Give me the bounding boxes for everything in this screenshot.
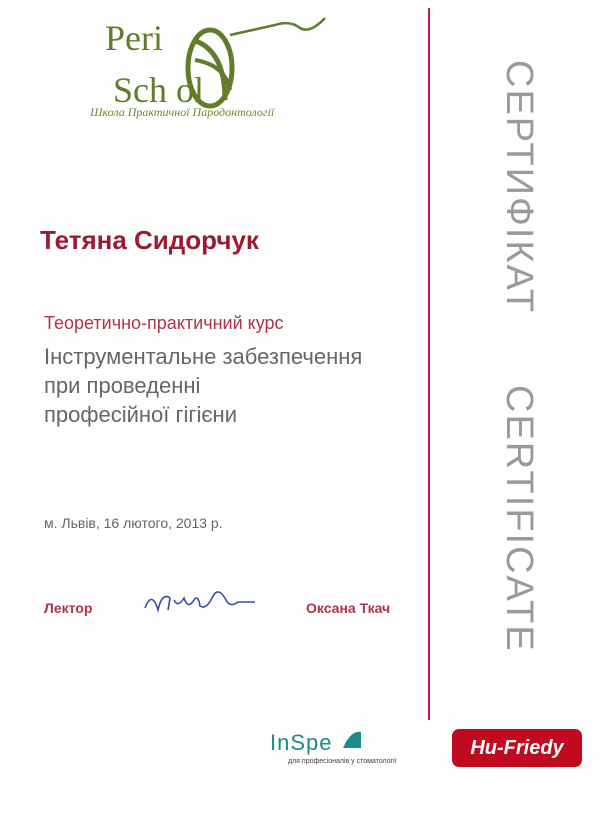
perischool-logo (85, 10, 345, 125)
lector-label: Лектор (44, 600, 93, 616)
vertical-title-en: CERTIFICATE (498, 385, 540, 653)
logo-subtitle: Школа Практичної Пародонтології (90, 105, 275, 119)
inspe-wordmark: InSpe (270, 730, 333, 755)
course-type: Теоретично-практичний курс (44, 313, 284, 333)
date-location: м. Львів, 16 лютого, 2013 р. (44, 515, 223, 531)
inspe-mark-icon (341, 730, 363, 750)
course-title-line: Інструментальне забезпечення (44, 344, 363, 369)
logo-school-text: Sch ol (113, 70, 205, 110)
lector-name: Оксана Ткач (306, 600, 391, 616)
logo-peri-text: Peri (105, 18, 163, 58)
recipient-name: Тетяна Сидорчук (40, 225, 259, 255)
course-title-line: при проведенні (44, 373, 201, 398)
inspe-subtitle: для професіоналів у стоматології (288, 758, 397, 765)
signature-icon (140, 580, 260, 620)
inspe-logo (270, 730, 397, 765)
course-title (44, 342, 362, 429)
vertical-divider (428, 8, 430, 720)
course-title-line: професійної гігієни (44, 402, 237, 427)
vertical-title-ua: СЕРТИФІКАТ (498, 60, 540, 315)
hufriedy-logo: Hu-Friedy (452, 729, 582, 767)
